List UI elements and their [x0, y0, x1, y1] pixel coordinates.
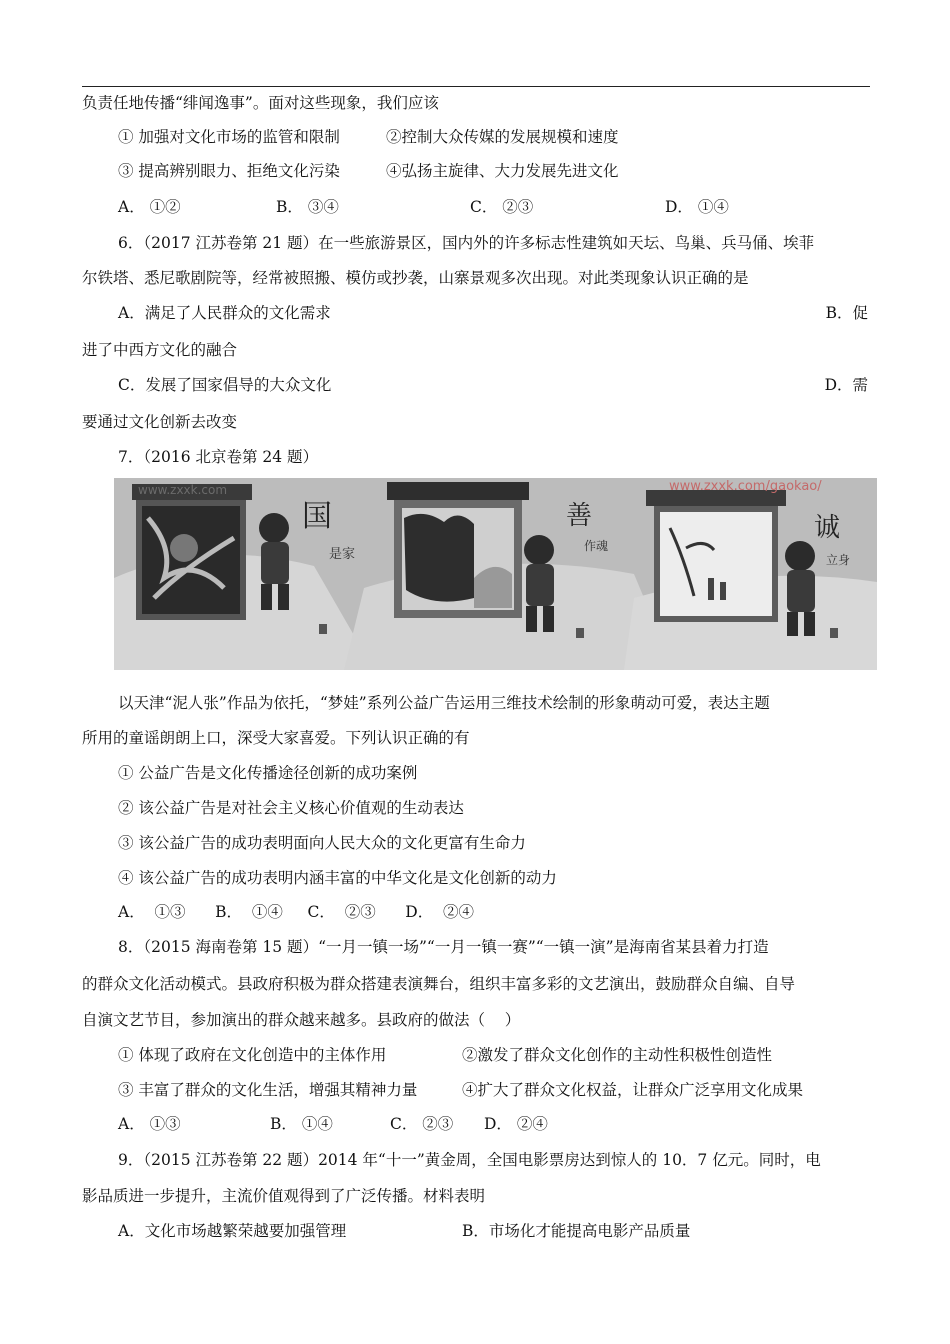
panel-1-big-char: 国: [302, 499, 332, 534]
q9-stem-line-2: 影品质进一步提升，主流价值观得到了广泛传播。材料表明: [82, 1187, 486, 1205]
q7-illustration: [114, 478, 877, 670]
q8-answer-d: D． ②④: [484, 1115, 548, 1133]
q8-stem-line-1: 8．（2015 海南卷第 15 题）“一月一镇一场”“一月一镇一赛”“一镇一演”是海南省某县着力打造: [118, 938, 769, 956]
q6-answer-b-start: B．促: [825, 304, 868, 322]
q7-stem-line-1: 以天津“泥人张”作品为依托，“梦娃”系列公益广告运用三维技术绘制的形象萌动可爱，表达主题: [118, 694, 770, 712]
q7-stem-line-2: 所用的童谣朗朗上口，深受大家喜爱。下列认识正确的有: [82, 729, 470, 747]
q7-option-3: ③ 该公益广告的成功表明面向人民大众的文化更富有生命力: [118, 834, 526, 852]
q6-stem-line-2: 尔铁塔、悉尼歌剧院等，经常被照搬、模仿或抄袭，山寨景观多次出现。对此类现象认识正确的是: [82, 269, 749, 287]
q6-answer-c: C．发展了国家倡导的大众文化: [118, 376, 332, 394]
q6-answer-a: A．满足了人民群众的文化需求: [118, 304, 331, 322]
q6-answer-d-cont: 要通过文化创新去改变: [82, 413, 238, 431]
panel-2-small-chars: 作魂: [584, 539, 609, 553]
q8-option-2: ②激发了群众文化创作的主动性积极性创造性: [462, 1046, 773, 1064]
header-rule: [82, 86, 870, 87]
q8-answer-b: B． ①④: [270, 1115, 333, 1133]
q8-stem-line-2: 的群众文化活动模式。县政府积极为群众搭建表演舞台，组织丰富多彩的文艺演出，鼓励群众自编、自导: [82, 975, 796, 993]
text-line: 负责任地传播“绯闻逸事”。面对这些现象，我们应该: [82, 94, 439, 112]
panel-3-small-chars: 立身: [826, 553, 851, 567]
q9-answer-b: B．市场化才能提高电影产品质量: [462, 1222, 691, 1240]
q7-option-4: ④ 该公益广告的成功表明内涵丰富的中华文化是文化创新的动力: [118, 869, 557, 887]
q7-answers: A． ①③ B． ①④ C． ②③ D． ②④: [118, 903, 475, 921]
q5-option-4: ④弘扬主旋律、大力发展先进文化: [386, 162, 619, 180]
q5-answer-a: A． ①②: [118, 198, 181, 216]
panel-1-small-chars: 是家: [329, 547, 356, 562]
q6-answer-d-start: D．需: [824, 376, 868, 394]
q7-title: 7．（2016 北京卷第 24 题）: [118, 448, 319, 466]
q5-answer-c: C． ②③: [470, 198, 534, 216]
q5-option-3: ③ 提高辨别眼力、拒绝文化污染: [118, 162, 340, 180]
q9-answer-a: A．文化市场越繁荣越要加强管理: [118, 1222, 347, 1240]
q8-option-1: ① 体现了政府在文化创造中的主体作用: [118, 1046, 387, 1064]
q8-stem-line-3: 自演文艺节目，参加演出的群众越来越多。县政府的做法（ ）: [82, 1011, 521, 1029]
panel-2-big-char: 善: [566, 501, 593, 531]
q5-option-1: ① 加强对文化市场的监管和限制: [118, 128, 340, 146]
q8-answer-c: C． ②③: [390, 1115, 454, 1133]
q6-stem-line-1: 6．（2017 江苏卷第 21 题）在一些旅游景区，国内外的许多标志性建筑如天坛、鸟巢、兵马俑、埃菲: [118, 234, 815, 252]
q8-answer-a: A． ①③: [118, 1115, 181, 1133]
q6-answer-b-cont: 进了中西方文化的融合: [82, 341, 238, 359]
q5-option-2: ②控制大众传媒的发展规模和速度: [386, 128, 619, 146]
q5-answer-b: B． ③④: [276, 198, 339, 216]
q8-option-4: ④扩大了群众文化权益，让群众广泛享用文化成果: [462, 1081, 804, 1099]
q7-option-1: ① 公益广告是文化传播途径创新的成功案例: [118, 764, 418, 782]
q7-option-2: ② 该公益广告是对社会主义核心价值观的生动表达: [118, 799, 464, 817]
q8-option-3: ③ 丰富了群众的文化生活，增强其精神力量: [118, 1081, 418, 1099]
watermark-left: www.zxxk.com: [138, 483, 228, 497]
q5-answer-d: D． ①④: [665, 198, 729, 216]
panel-3-big-char: 诚: [814, 513, 841, 543]
q9-stem-line-1: 9．（2015 江苏卷第 22 题）2014 年“十一”黄金周，全国电影票房达到惊人的 10．7 亿元。同时，电: [118, 1151, 821, 1169]
watermark-right: www.zxxk.com/gaokao/: [669, 479, 822, 494]
